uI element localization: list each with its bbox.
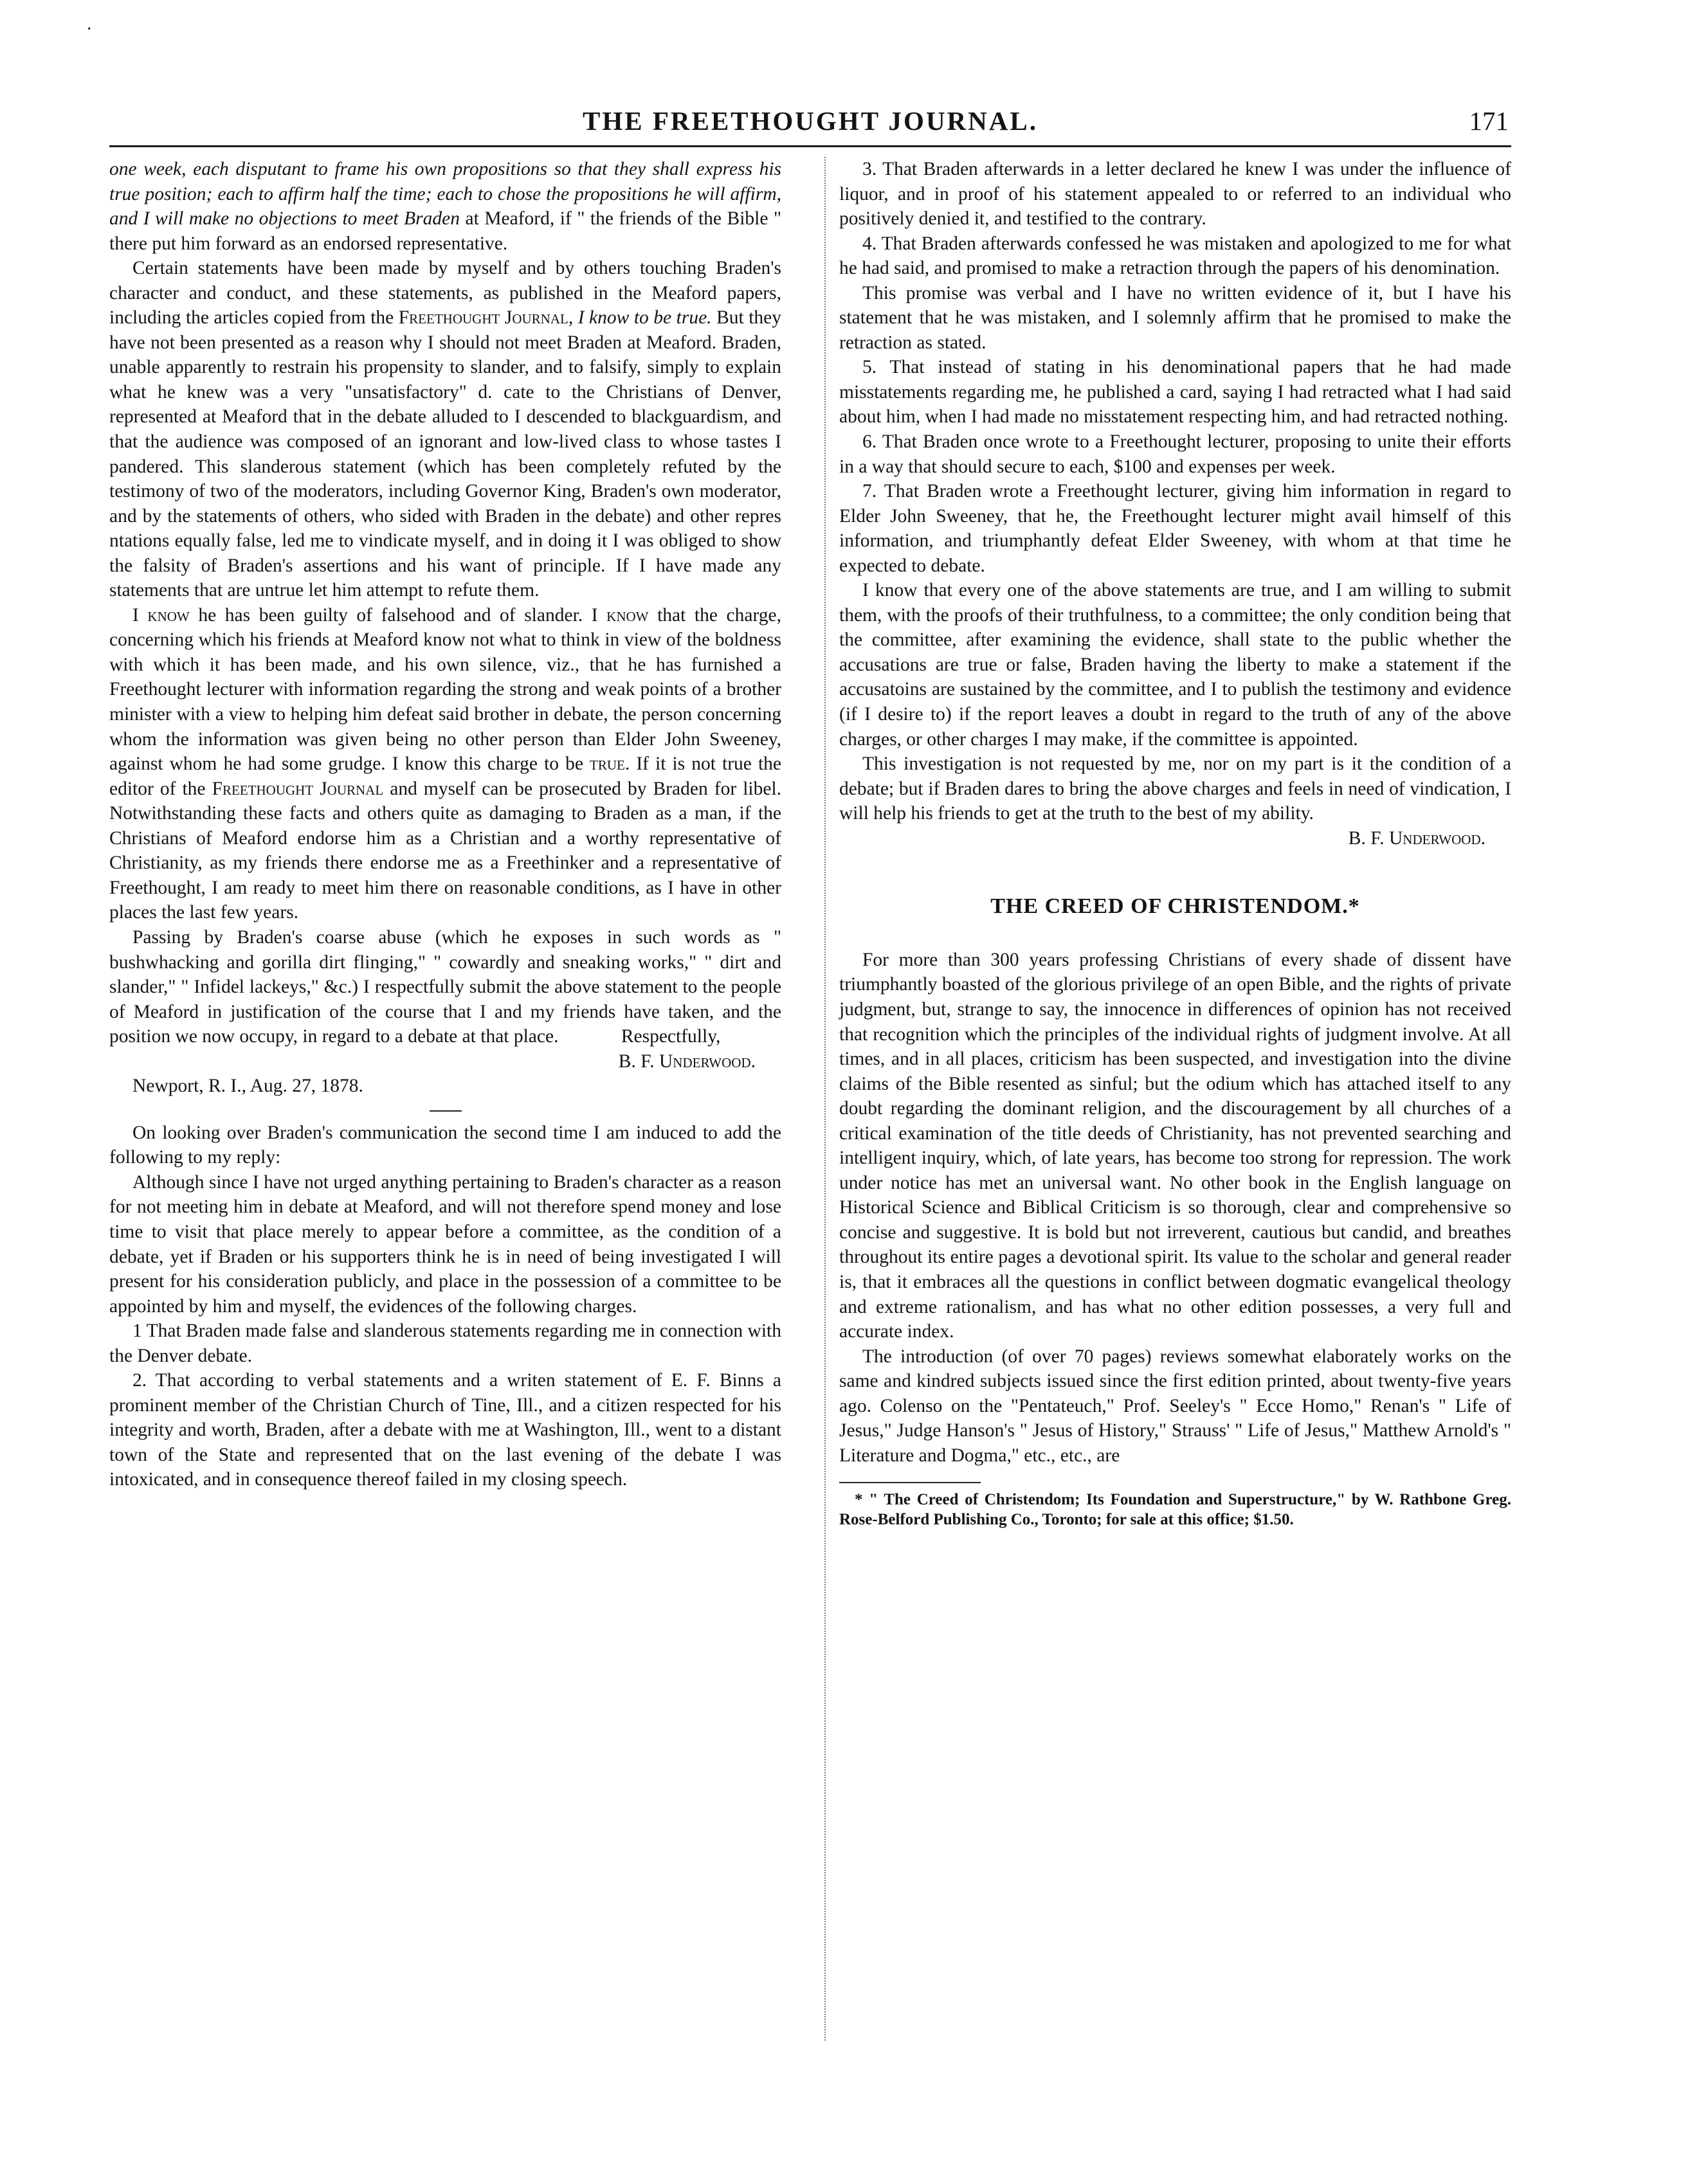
list-item: 7. That Braden wrote a Freethought lecturer, giving him information in regard to Elder John Sweeney, that he, the Freethought lecturer might avail himself of this information, and triumphantly defeat Elder Sweeney, with whom at that time he expected to debate.: [839, 481, 1511, 576]
list-item: 2. That according to verbal statements and a writen statement of E. F. Binns a prominent member of the Christian Church of Tine, Ill., and a citizen respected for his integrity and worth, Braden, after a debate with me at Washington, Ill., went to a distant town of the State and represented that on the last evening of the debate I was intoxicated, and in consequence thereof failed in my closing speech.: [109, 1370, 781, 1490]
list-item: 3. That Braden afterwards in a letter declared he knew I was under the influence of liquor, and in proof of his statement appealed to or referred to an individual who positively denied it, and testified to the contrary.: [839, 159, 1511, 230]
signature: B. F. Underwood.: [1348, 827, 1486, 849]
paragraph: On looking over Braden's communication the second time I am induced to add the following to my reply:: [109, 1122, 781, 1168]
italic-text: , I know to be true.: [568, 307, 712, 329]
section-dash: [430, 1110, 462, 1112]
list-item: 5. That instead of stating in his denominational papers that he had made misstatements regarding me, he published a card, saying I had retracted what I had said about him, when I had made no misstatement respecting him, and had retracted nothing.: [839, 357, 1511, 428]
dateline: Newport, R. I., Aug. 27, 1878.: [132, 1076, 363, 1097]
list-item: 4. That Braden afterwards confessed he was mistaken and apologized to me for what he had said, and promised to make a retraction through the papers of his denomination.: [839, 233, 1511, 279]
corner-mark: ·: [86, 19, 93, 39]
closing: Respectfully,: [621, 1026, 721, 1047]
footnote-rule: [839, 1482, 981, 1483]
emphasis: know: [147, 604, 190, 626]
text: he has been guilty of falsehood and of slander. I: [189, 604, 607, 626]
left-column: [109, 157, 781, 1492]
text: I: [132, 604, 148, 626]
emphasis: know: [606, 604, 649, 626]
journal-name: Freethought Journal: [398, 307, 568, 329]
paragraph: I know that every one of the above statements are true, and I am willing to submit them, with the proofs of their truthfulness, to a committee; the only condition being that the committee, after examining the evidence, shall state to the public whether the accusations are true or false, Braden having the liberty to make a statement if the accusatoins are sustained by the committee, and I to publish the testimony and evidence (if I desire to) if the report leaves a doubt in regard to the truth of any of the above charges, or other charges I may make, if the committee is appointed.: [839, 580, 1511, 750]
paragraph: [109, 256, 781, 603]
paragraph: Although since I have not urged anything pertaining to Braden's character as a reason for not meeting him in debate at Meaford, and will not therefore spend money and lose time to visit that place merely to appear before a committee, as the condition of a debate, yet if Braden or his supporters think he is in need of being investigated I will present for his consideration publicly, and place in the possession of a committee to be appointed by him and myself, the evidences of the following charges.: [109, 1171, 781, 1317]
paragraph: For more than 300 years professing Christians of every shade of dissent have triumphantly boasted of the glorious privilege of an open Bible, and the rights of private judgment, but, strange to say, the innocence in differences of opinion has not received that recognition which the principles of the individual rights of judgment involve. At all times, and in all places, criticism has been suspected, and investigation into the divine claims of the Bible resented as sinful; but the odium which has attached itself to any doubt regarding the dominant religion, and the discouragement by all churches of a critical examination of the title deeds of Christianity, has not prevented searching and intelligent inquiry, which, of late years, has become too strong for repression. The work under notice has met an universal want. No other book in the English language on Historical Science and Biblical Criticism is so thorough, clear and comprehensive so concise and suggestive. It is bold but not irreverent, cautious but candid, and breathes throughout its entire pages a devotional spirit. Its value to the scholar and general reader is, that it embraces all the questions in conflict between dogmatic evangelical theology and extreme rationalism, and has what no other edition possesses, a very full and accurate index.: [839, 949, 1511, 1342]
text: at Meaford, if " the friends of the Bible " there put him forward as an endorsed representative.: [109, 208, 781, 254]
text: Certain statements have been made by myself and by others touching Braden's character and conduct, and these statements, as published in the Meaford papers, including the articles copied from the: [109, 258, 781, 329]
article-title: THE CREED OF CHRISTENDOM.*: [990, 894, 1360, 919]
list-item: 6. That Braden once wrote to a Freethought lecturer, proposing to unite their efforts in a way that should secure to each, $100 and expenses per week.: [839, 431, 1511, 477]
paragraph: This investigation is not requested by me, nor on my part is it the condition of a debate; but if Braden dares to bring the above charges and feels in need of vindication, I will help his friends to get at the truth to the best of my ability.: [839, 754, 1511, 824]
list-item: 1 That Braden made false and slanderous statements regarding me in connection with the Denver debate.: [109, 1321, 781, 1366]
journal-title: THE FREETHOUGHT JOURNAL.: [583, 106, 1038, 136]
right-column: [839, 157, 1511, 1530]
paragraph: This promise was verbal and I have no written evidence of it, but I have his statement that he was mistaken, and I solemnly affirm that he promised to make the retraction as stated.: [839, 282, 1511, 353]
paragraph: [109, 603, 781, 925]
text: Passing by Braden's coarse abuse (which he exposes in such words as " bushwhacking and gorilla dirt flinging," " cowardly and sneaking works," " dirt and slander," " Infidel lackeys," &c.) I respectfully submit the above statement to the people of Meaford in justification of the course that I and my friends have taken, and the position we now occupy, in regard to a debate at that place.: [109, 926, 781, 1047]
paragraph: [109, 157, 781, 256]
page-header: [109, 102, 1511, 147]
journal-name: Freethought Journal: [212, 778, 384, 799]
page-number: 171: [1469, 106, 1509, 136]
italic-text: one week, each disputant to frame his own propositions so that they shall express his true position; each to affirm half the time; each to chose the propositions he will affirm, and I will make no objections to meet Braden: [109, 159, 781, 230]
text: But they have not been presented as a reason why I should not meet Braden at Meaford. Braden, unable apparently to restrain his propensity to slander, and to falsify, simply to explain what he knew was a very "unsatisfactory" d. cate to the Christians of Denver, represented at Meaford that in the debate alluded to I descended to blackguardism, and that the audience was composed of an ignorant and low-lived class to whose tastes I pandered. This slanderous statement (which has been completely refuted by the testimony of two of the moderators, including Governor King, Braden's own moderator, and by the statements of others, who sided with Braden in the debate) and other repres ntations equally false, led me to vindicate myself, and in doing it I was obliged to show the falsity of Braden's assertions and his want of principle. If I have made any statements that are untrue let him attempt to refute them.: [109, 307, 781, 601]
text: . If it is not true the editor of the: [109, 754, 781, 799]
footnote: * " The Creed of Christendom; Its Foundation and Superstructure," by W. Rathbone Greg. Rose-Belford Publishing Co., Toronto; for sale at this office; $1.50.: [839, 1491, 1511, 1529]
paragraph: The introduction (of over 70 pages) reviews somewhat elaborately works on the same and kindred subjects issued since the first edition printed, about twenty-five years ago. Colenso on the "Pentateuch," Prof. Seeley's " Ecce Homo," Renan's " Life of Jesus," Judge Hanson's " Jesus of History," Strauss' " Life of Jesus," Matthew Arnold's " Literature and Dogma," etc., etc., are: [839, 1346, 1511, 1466]
emphasis: true: [590, 754, 625, 775]
column-divider: [824, 157, 826, 2041]
text: and myself can be prosecuted by Braden for libel. Notwithstanding these facts and others quite as damaging to Braden as a man, if the Christians of Meaford endorse him as a Christian and a worthy representative of Christianity, as my friends there endorse me as a Freethinker and a representative of Freethought, I am ready to meet him there on reasonable conditions, as I have in other places the last few years.: [109, 778, 781, 923]
signature: B. F. Underwood.: [618, 1051, 756, 1072]
text: that the charge, concerning which his friends at Meaford know not what to think in view of the boldness with which it has been made, and his own silence, viz., that he has furnished a Freethought lecturer with information regarding the strong and weak points of a brother minister with a view to helping him defeat said brother in debate, the person concerning whom the information was given being no other person than Elder John Sweeney, against whom he had some grudge. I know this charge to be: [109, 604, 781, 775]
paragraph: [109, 925, 781, 1049]
